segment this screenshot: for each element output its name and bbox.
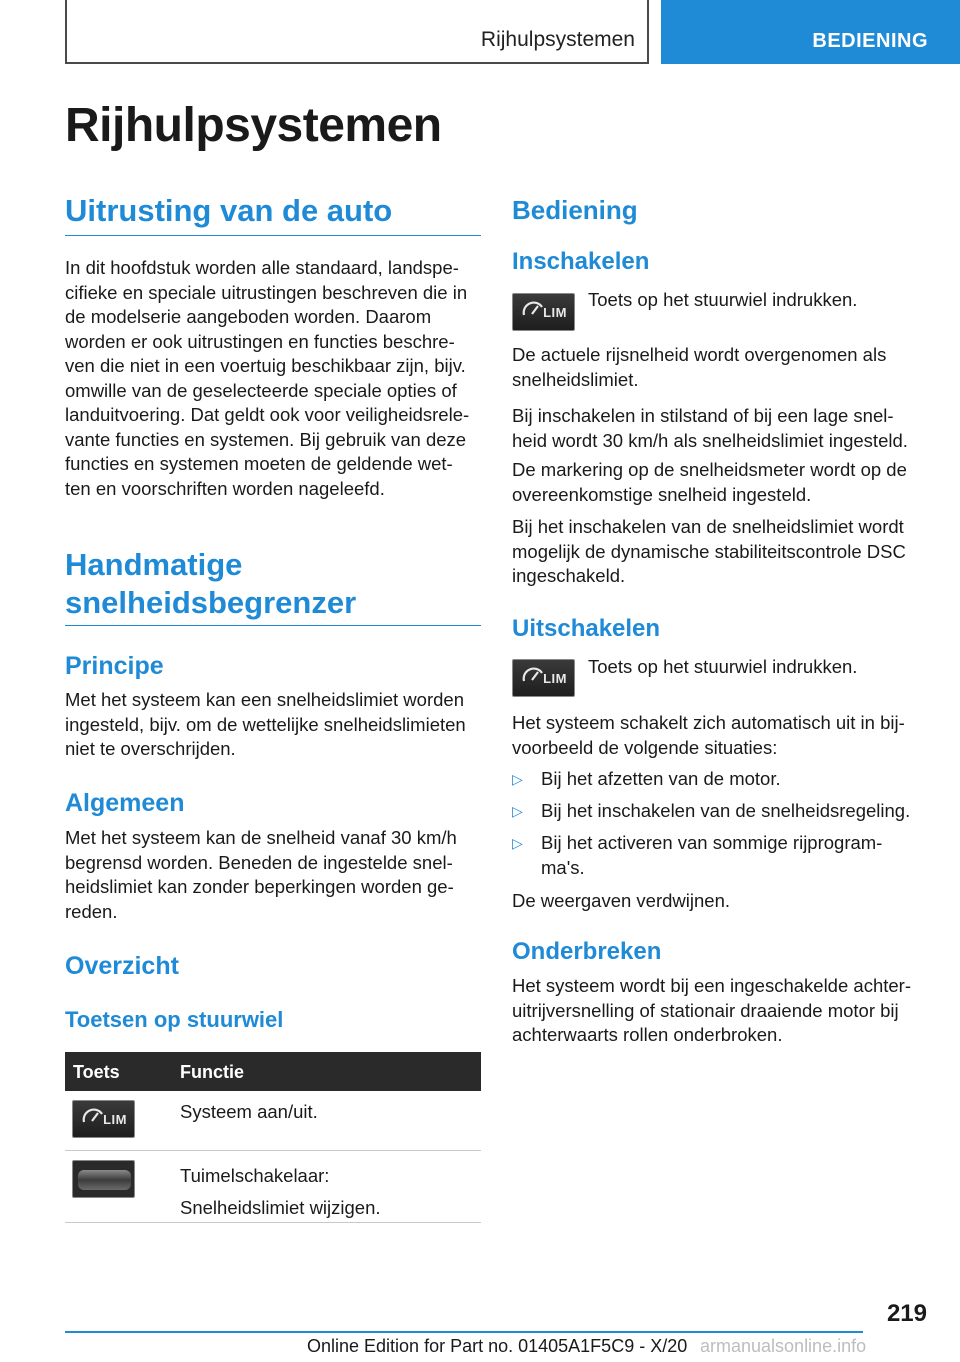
table-col-function: Functie (180, 1062, 245, 1082)
bullet-icon: ▷ (512, 771, 523, 787)
header-frame (65, 0, 649, 64)
footer-divider (65, 1331, 863, 1333)
general-heading: Algemeen (65, 789, 185, 817)
switch-off-text-2: De weergaven verdwijnen. (512, 890, 731, 911)
header-section-title: Rijhulpsystemen (480, 28, 635, 51)
table-col-button: Toets (73, 1062, 120, 1082)
lim-button-icon: LIM (512, 659, 575, 697)
general-text: Met het systeem kan de snelheid vanaf 30 km/h begrensd worden. Beneden de ingestelde snel‐ heidslimiet kan zonder beperkingen worden ge‐ reden. (65, 827, 457, 922)
switch-off-instruction: Toets op het stuurwiel indrukken. (588, 656, 858, 677)
switch-on-instruction: Toets op het stuurwiel indrukken. (588, 289, 858, 310)
switch-off-heading: Uitschakelen (512, 615, 661, 642)
overview-heading: Overzicht (65, 952, 179, 980)
equipment-text: In dit hoofdstuk worden alle standaard, landspe‐ cifieke en speciale uitrustingen beschreven die in de modelserie aangeboden worden. Daarom worden er ook uitrustingen en functies beschre‐ ven die niet in een voertuig beschikbaar zijn, bijv. omwille van de geselecteerde speciale opties of landuitvoering. Dat geldt ook voor veiligheidsrele‐ vante functies en systemen. Bij gebruik van deze functies en systemen moeten de geldende wet‐ ten en voorschriften worden nageleefd. (65, 257, 470, 499)
switch-on-text-4: Bij het inschakelen van de snelheidslimiet wordt mogelijk de dynamische stabiliteitscontrole DSC ingeschakeld. (512, 516, 906, 586)
interrupt-text: Het systeem wordt bij een ingeschakelde achter‐ uitrijversnelling of stationair draaiende motor bij achterwaarts rollen onderbroken. (512, 975, 911, 1045)
lim-button-icon: LIM (72, 1100, 135, 1138)
switch-on-text-2: Bij inschakelen in stilstand of bij een lage snel‐ heid wordt 30 km/h als snelheidslimiet ingesteld. (512, 405, 908, 451)
table-row-function: Systeem aan/uit. (180, 1101, 318, 1122)
page-title: Rijhulpsystemen (65, 99, 442, 152)
header-chapter-tab[interactable] (661, 0, 960, 64)
table-row-function: Tuimelschakelaar: Snelheidslimiet wijzigen. (180, 1165, 381, 1218)
list-item: Bij het inschakelen van de snelheidsregeling. (541, 800, 911, 821)
footer-edition: Online Edition for Part no. 01405A1F5C9 - X/20 (307, 1336, 688, 1356)
table-divider (65, 1222, 481, 1223)
switch-on-text-3: De markering op de snelheidsmeter wordt op de overeenkomstige snelheid ingesteld. (512, 459, 907, 505)
table-header (65, 1052, 481, 1091)
principle-heading: Principe (65, 652, 164, 680)
bullet-icon: ▷ (512, 803, 523, 819)
switch-on-heading: Inschakelen (512, 248, 650, 275)
lim-button-icon: LIM (512, 293, 575, 331)
operation-heading: Bediening (512, 195, 638, 225)
steering-buttons-heading: Toetsen op stuurwiel (65, 1007, 284, 1032)
list-item: Bij het activeren van sommige rijprogram‐ ma's. (541, 832, 883, 878)
list-item: Bij het afzetten van de motor. (541, 768, 781, 789)
principle-text: Met het systeem kan een snelheidslimiet worden ingesteld, bijv. om de wettelijke snelheidslimieten niet te overschrijden. (65, 689, 466, 759)
header-chapter-label: BEDIENING (812, 30, 928, 52)
page-number: 219 (886, 1300, 927, 1327)
switch-on-text-1: De actuele rijsnelheid wordt overgenomen als snelheidslimiet. (512, 344, 887, 390)
watermark: armanualsonline.info (700, 1336, 867, 1356)
table-divider (65, 1150, 481, 1151)
switch-off-text-1: Het systeem schakelt zich automatisch uit in bij‐ voorbeeld de volgende situaties: (512, 712, 905, 758)
interrupt-heading: Onderbreken (512, 938, 662, 965)
bullet-icon: ▷ (512, 835, 523, 851)
limiter-heading: Handmatige snelheidsbegrenzer (65, 546, 481, 626)
rocker-switch-icon (72, 1160, 135, 1198)
equipment-heading: Uitrusting van de auto (65, 192, 481, 236)
